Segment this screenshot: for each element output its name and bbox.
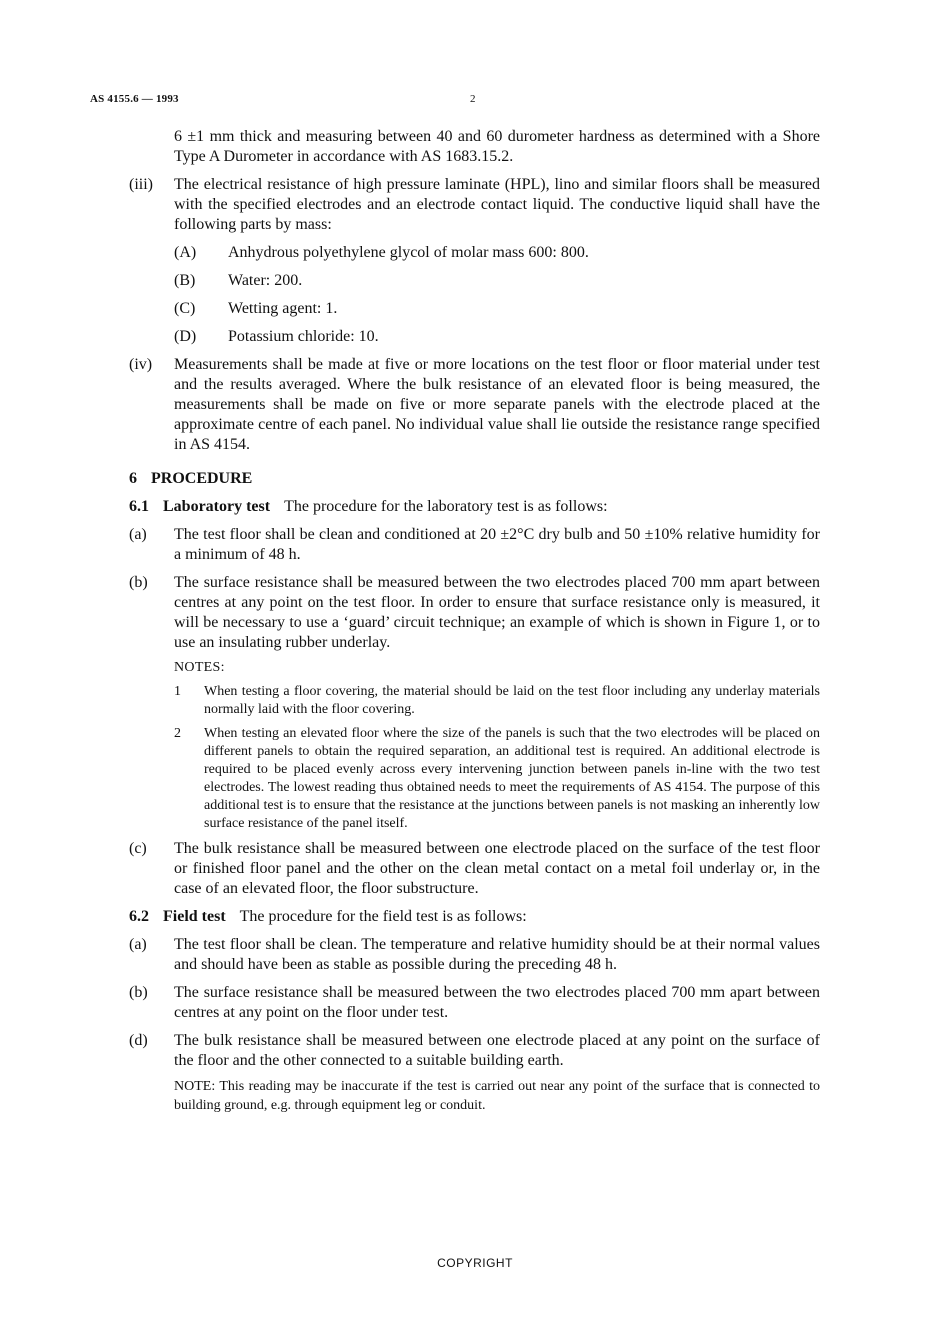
sub-label: (A) <box>174 244 197 261</box>
clause-title: Laboratory test <box>163 498 271 515</box>
note-2 <box>0 725 950 833</box>
list-item-iv <box>0 355 950 455</box>
list-text: The surface resistance shall be measured between the two electrodes placed 700 mm apart between centres at any point on the floor under test. <box>174 984 820 1021</box>
sub-label: (D) <box>174 328 197 345</box>
liquid-part-d <box>0 327 950 347</box>
copyright-footer: COPYRIGHT <box>437 1256 513 1270</box>
clause-number: 6.2 <box>129 908 149 925</box>
sub-text: Potassium chloride: 10. <box>228 328 379 345</box>
section-number: 6 <box>129 470 137 487</box>
list-label: (d) <box>129 1032 148 1049</box>
field-item-b <box>0 983 950 1023</box>
clause-title: Field test <box>163 908 226 925</box>
page-number: 2 <box>470 93 476 105</box>
note-number: 1 <box>174 684 181 699</box>
field-item-d <box>0 1031 950 1071</box>
field-item-a <box>0 935 950 975</box>
list-label: (iii) <box>129 176 153 193</box>
field-note: NOTE: This reading may be inaccurate if the test is carried out near any point of the surface that is connected to building ground, e.g. through equipment leg or conduit. <box>174 1079 820 1113</box>
sub-label: (C) <box>174 300 196 317</box>
section-heading <box>129 469 950 489</box>
sub-text: Anhydrous polyethylene glycol of molar mass 600: 800. <box>228 244 589 261</box>
note-number: 2 <box>174 726 181 741</box>
paragraph-text: 6 ±1 mm thick and measuring between 40 and 60 durometer hardness as determined with a Shore Type A Durometer in accordance with AS 1683.15.2. <box>174 128 820 165</box>
list-text: The surface resistance shall be measured between the two electrodes placed 700 mm apart between centres at any point on the test floor. In order to ensure that surface resistance only is measured, it will be necessary to use a ‘guard’ circuit technique; an example of which is shown in Figure 1, or to use an insulating rubber underlay. <box>174 574 820 651</box>
clause-number: 6.1 <box>129 498 149 515</box>
list-text: Measurements shall be made at five or more locations on the test floor or floor material under test and the results averaged. Where the bulk resistance of an elevated floor is being measured, the measurements shall be made on five or more separate panels with the electrode placed at the approximate centre of each panel. No individual value shall lie outside the resistance range specified in AS 4154. <box>174 356 820 453</box>
list-text: The bulk resistance shall be measured between one electrode placed on the surface of the test floor or finished floor panel and the other on the clean metal contact on a metal foil underlay or, in the case of an elevated floor, the floor substructure. <box>174 840 820 897</box>
list-label: (a) <box>129 526 147 543</box>
clause-6-1 <box>129 497 820 517</box>
section-title: PROCEDURE <box>151 470 253 487</box>
liquid-part-c <box>0 299 950 319</box>
list-text: The test floor shall be clean and conditioned at 20 ±2°C dry bulb and 50 ±10% relative humidity for a minimum of 48 h. <box>174 526 820 563</box>
list-label: (b) <box>129 574 148 591</box>
sub-text: Water: 200. <box>228 272 303 289</box>
sub-label: (B) <box>174 272 196 289</box>
standard-designation: AS 4155.6 — 1993 <box>90 93 179 105</box>
list-label: (b) <box>129 984 148 1001</box>
list-text: The electrical resistance of high pressure laminate (HPL), lino and similar floors shall be measured with the specified electrodes and an electrode contact liquid. The conductive liquid shall have the following parts by mass: <box>174 176 820 233</box>
list-text: The bulk resistance shall be measured between one electrode placed at any point on the surface of the floor and the other connected to a suitable building earth. <box>174 1032 820 1069</box>
lab-item-a <box>0 525 950 565</box>
list-text: The test floor shall be clean. The temperature and relative humidity should be at their normal values and should have been as stable as possible during the preceding 48 h. <box>174 936 820 973</box>
list-label: (c) <box>129 840 147 857</box>
lab-item-c <box>0 839 950 899</box>
note-text: When testing an elevated floor where the size of the panels is such that the two electrodes will be placed on different panels to obtain the required separation, an additional test is required. An additional electrode is required to be placed evenly across every intervening junction between panels in-line with the two test electrodes. The lowest reading thus obtained needs to meet the requirements of AS 4154. The purpose of this additional test is to ensure that the resistance at the junctions between panels is not masking an inherently low surface resistance of the panel itself. <box>204 726 820 831</box>
list-item-iii <box>0 175 950 235</box>
list-label: (iv) <box>129 356 153 373</box>
clause-intro: The procedure for the field test is as follows: <box>239 908 527 925</box>
document-body <box>0 127 950 1115</box>
note-1 <box>0 683 950 719</box>
liquid-part-a <box>0 243 950 263</box>
lab-item-b <box>0 573 950 653</box>
clause-6-2 <box>129 907 820 927</box>
clause-intro: The procedure for the laboratory test is as follows: <box>284 498 608 515</box>
liquid-part-b <box>0 271 950 291</box>
list-label: (a) <box>129 936 147 953</box>
sub-text: Wetting agent: 1. <box>228 300 338 317</box>
notes-heading: NOTES: <box>174 660 225 675</box>
note-text: When testing a floor covering, the material should be laid on the test floor including any underlay materials normally laid with the floor covering. <box>204 684 820 717</box>
continuation-paragraph <box>0 127 950 167</box>
